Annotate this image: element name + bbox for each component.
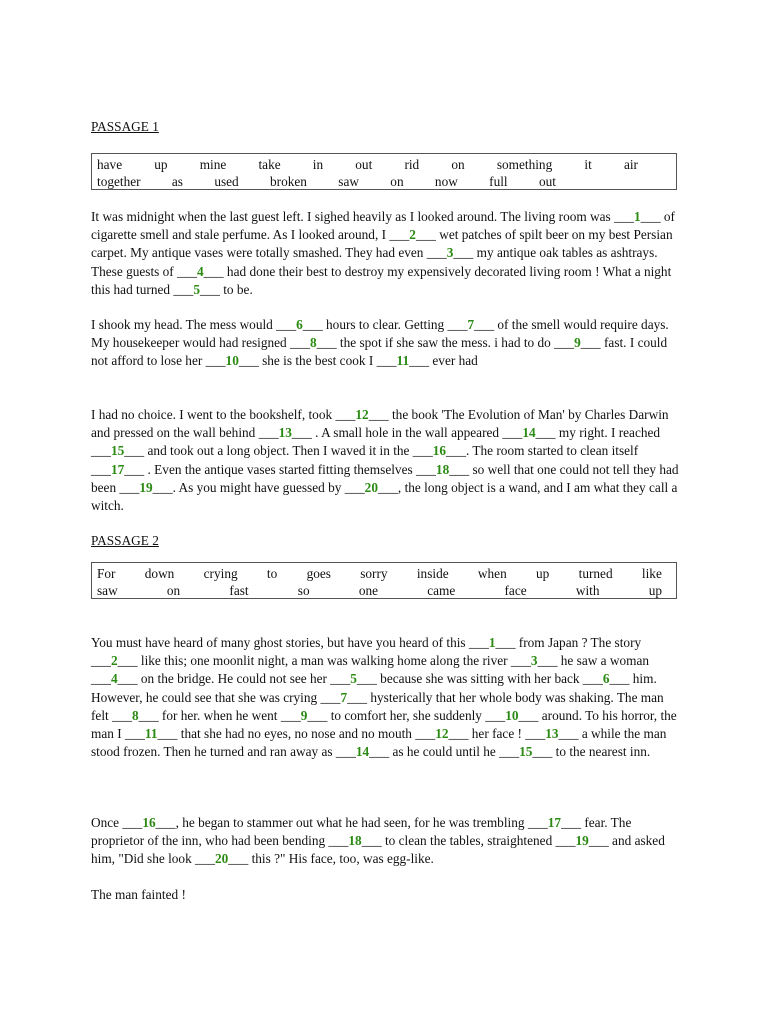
blank-number: 12 <box>435 726 449 742</box>
paragraph-text: ___ and asked him, "Did she look ___ <box>91 833 665 867</box>
word-option: have <box>97 157 123 172</box>
paragraph-text: ___ to comfort her, she suddenly ___ <box>307 707 506 723</box>
blank-number: 20 <box>215 851 229 867</box>
blank-number: 17 <box>547 815 562 830</box>
word-option: sorry <box>360 566 388 581</box>
paragraph-text: ___ that she had no eyes, no nose and no mouth ___ <box>157 726 436 742</box>
paragraph-text: ___ so well that one could not tell they had been ___ <box>91 461 679 495</box>
word-option: together <box>97 174 141 189</box>
passage-2-word-box <box>91 562 677 599</box>
paragraph-text: ___ hysterically that her whole body was shaking. The man felt ___ <box>91 689 664 723</box>
blank-number: 18 <box>348 833 362 849</box>
word-option: face <box>504 583 527 598</box>
passage-2-paragraph-1 <box>91 634 681 761</box>
paragraph-text: ___, the long object is a wand, and I am what they call a witch. <box>91 479 678 514</box>
blank-number: 7 <box>467 317 475 332</box>
blank-number: 15 <box>519 744 533 760</box>
word-option: one <box>358 583 379 598</box>
blank-number: 9 <box>574 335 581 351</box>
paragraph-text: ___ to be. <box>199 281 253 297</box>
word-option: like <box>641 566 662 581</box>
word-option: rid <box>404 157 420 172</box>
passage-2-paragraph-3 <box>91 886 681 904</box>
paragraph-text: ___ from Japan ? The story ___ <box>91 635 642 669</box>
word-option: on <box>390 174 404 189</box>
paragraph-text: ___ my antique oak tables as ashtrays. These guests of ___ <box>91 245 658 279</box>
paragraph-text: ___ the book 'The Evolution of Man' by Charles Darwin and pressed on the wall behind ___ <box>91 407 669 441</box>
blank-number: 16 <box>432 443 447 459</box>
word-option: used <box>214 174 239 189</box>
paragraph-text: ___ her face ! ___ <box>448 726 546 742</box>
paragraph-text: ___ fear. The proprietor of the inn, who had been bending ___ <box>91 815 632 849</box>
passage-1-heading: PASSAGE 1 <box>91 119 159 134</box>
paragraph-text: ___ she is the best cook I ___ <box>238 353 397 369</box>
word-option: out <box>355 157 373 172</box>
blank-number: 6 <box>296 317 303 332</box>
word-option: inside <box>416 566 449 581</box>
word-option: fast <box>229 583 249 598</box>
paragraph-text: ___ my right. I reached ___ <box>91 425 661 459</box>
blank-number: 13 <box>278 425 292 441</box>
word-box-row <box>97 582 662 599</box>
blank-number: 1 <box>488 635 496 650</box>
paragraph-text: ___ hours to clear. Getting ___ <box>302 317 468 332</box>
blank-number: 11 <box>144 726 158 742</box>
word-box-row <box>97 173 556 190</box>
blank-number: 10 <box>225 353 239 369</box>
blank-number: 11 <box>396 353 410 369</box>
word-option: up <box>648 583 662 598</box>
word-option: came <box>427 583 456 598</box>
paragraph-text: ___ and took out a long object. Then I waved it in the ___ <box>124 443 433 459</box>
word-option: so <box>297 583 310 598</box>
blank-number: 2 <box>110 653 118 669</box>
blank-number: 9 <box>300 707 308 723</box>
blank-number: 4 <box>110 671 118 687</box>
paragraph-text: ___ of cigarette smell and stale perfume. As I looked around, I ___ <box>91 209 675 243</box>
passage-1-paragraph-3 <box>91 406 681 515</box>
word-option: when <box>477 566 507 581</box>
word-option: turned <box>578 566 613 581</box>
word-box-row <box>97 156 638 173</box>
blank-number: 16 <box>142 815 156 830</box>
word-option: take <box>258 157 281 172</box>
paragraph-text: The man fainted ! <box>91 887 186 902</box>
word-option: up <box>536 566 550 581</box>
passage-1-word-box <box>91 153 677 190</box>
passage-2-paragraph-2 <box>91 814 681 869</box>
blank-number: 8 <box>309 335 317 351</box>
blank-number: 5 <box>193 281 200 297</box>
blank-number: 5 <box>350 671 357 687</box>
word-option: saw <box>97 583 118 598</box>
paragraph-text: ___ a while the man stood frozen. Then he turned and ran away as ___ <box>91 726 667 760</box>
blank-number: 14 <box>355 744 370 760</box>
paragraph-text: Once ___ <box>91 815 143 830</box>
word-option: mine <box>199 157 227 172</box>
blank-number: 14 <box>522 425 536 441</box>
paragraph-text: ___ of the smell would require days. My housekeeper would had resigned ___ <box>91 317 669 351</box>
paragraph-text: ___ ever had <box>409 353 478 369</box>
word-option: down <box>144 566 175 581</box>
word-option: up <box>154 157 168 172</box>
paragraph-text: ___ on the bridge. He could not see her ___ <box>117 671 351 687</box>
paragraph-text: ___ the spot if she saw the mess. i had to do ___ <box>316 335 575 351</box>
blank-number: 1 <box>633 209 641 224</box>
paragraph-text: ___ around. To his horror, the man I ___ <box>91 707 677 742</box>
paragraph-text: ___ to the nearest inn. <box>532 744 651 760</box>
blank-number: 19 <box>575 833 589 849</box>
paragraph-text: ___ fast. I could not afford to lose her ___ <box>91 335 668 369</box>
blank-number: 2 <box>409 227 416 243</box>
word-option: For <box>97 566 116 581</box>
blank-number: 8 <box>132 707 139 723</box>
blank-number: 7 <box>340 689 348 705</box>
passage-2-heading: PASSAGE 2 <box>91 533 159 548</box>
word-option: crying <box>203 566 238 581</box>
word-option: air <box>623 157 638 172</box>
blank-number: 6 <box>602 671 610 687</box>
paragraph-text: ___ this ?" His face, too, was egg-like. <box>228 851 434 867</box>
blank-number: 20 <box>364 479 378 495</box>
word-option: on <box>451 157 465 172</box>
word-option: full <box>489 174 508 189</box>
word-box-row <box>97 565 662 582</box>
paragraph-text: ___ because she was sitting with her back ___ <box>356 671 603 687</box>
paragraph-text: ___ wet patches of spilt beer on my best Persian carpet. My antique vases were totally smashed. They had even ___ <box>91 227 673 261</box>
paragraph-text: I shook my head. The mess would ___ <box>91 317 297 332</box>
blank-number: 12 <box>355 407 369 422</box>
word-option: in <box>312 157 324 172</box>
blank-number: 17 <box>110 461 125 477</box>
paragraph-text: ___ like this; one moonlit night, a man was walking home along the river ___ <box>117 653 531 669</box>
blank-number: 10 <box>505 707 519 723</box>
paragraph-text: I had no choice. I went to the bookshelf, took ___ <box>91 407 356 422</box>
paragraph-text: ___, he began to stammer out what he had seen, for he was trembling ___ <box>155 815 548 830</box>
blank-number: 4 <box>197 263 204 279</box>
blank-number: 19 <box>139 479 153 495</box>
word-option: out <box>538 174 556 189</box>
blank-number: 3 <box>530 653 538 669</box>
paragraph-text: ___ as he could until he ___ <box>369 744 520 760</box>
paragraph-text: ___ . A small hole in the wall appeared ___ <box>291 425 523 441</box>
word-option: now <box>434 174 458 189</box>
blank-number: 3 <box>446 245 454 261</box>
word-option: on <box>166 583 181 598</box>
word-option: something <box>496 157 553 172</box>
paragraph-text: ___. As you might have guessed by ___ <box>152 479 365 495</box>
paragraph-text: ___ . Even the antique vases started fitting themselves ___ <box>124 461 436 477</box>
paragraph-text: ___ for her. when he went ___ <box>138 707 301 723</box>
word-option: saw <box>338 174 359 189</box>
passage-1-paragraph-1 <box>91 208 681 299</box>
paragraph-text: ___ had done their best to destroy my expensively decorated living room ! What a night this had turned ___ <box>91 263 672 297</box>
passage-1-paragraph-2 <box>91 316 681 371</box>
blank-number: 18 <box>435 461 450 477</box>
word-option: to <box>266 566 278 581</box>
word-option: it <box>584 157 592 172</box>
word-option: goes <box>306 566 331 581</box>
word-option: broken <box>270 174 307 189</box>
blank-number: 13 <box>545 726 559 742</box>
paragraph-text: ___ to clean the tables, straightened ___ <box>361 833 576 849</box>
paragraph-text: It was midnight when the last guest left. I sighed heavily as I looked around. The living room was ___ <box>91 209 634 224</box>
paragraph-text: You must have heard of many ghost stories, but have you heard of this ___ <box>91 635 489 650</box>
paragraph-text: ___. The room started to clean itself ___ <box>91 443 639 477</box>
word-option: as <box>171 174 183 189</box>
paragraph-text: ___ he saw a woman ___ <box>91 653 650 687</box>
word-option: with <box>575 583 600 598</box>
blank-number: 15 <box>110 443 125 459</box>
paragraph-text: ___ him. However, he could see that she was crying ___ <box>91 671 657 705</box>
